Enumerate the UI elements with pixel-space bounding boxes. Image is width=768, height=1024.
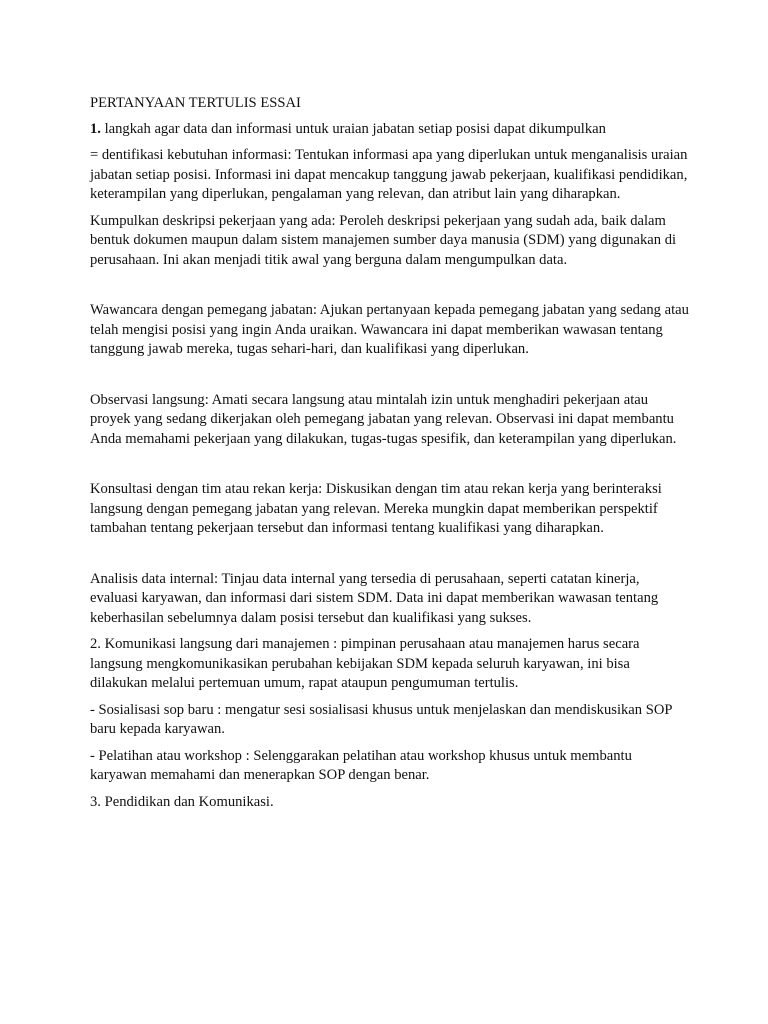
question-2: 2. Komunikasi langsung dari manajemen : pimpinan perusahaan atau manajemen harus secara langsung mengkomunikasikan perubahan kebijakan SDM kepada seluruh karyawan, ini bisa dilakukan melalui pertemuan umum, rapat ataupun pengumuman tertulis.: [90, 636, 640, 691]
document-title: PERTANYAAN TERTULIS ESSAI: [90, 95, 301, 111]
paragraph-sosialisasi: - Sosialisasi sop baru : mengatur sesi sosialisasi khusus untuk menjelaskan dan mendiskusikan SOP baru kepada karyawan.: [90, 701, 672, 737]
question-1: [90, 120, 690, 140]
document-page: [90, 94, 690, 819]
paragraph-wawancara: Wawancara dengan pemegang jabatan: Ajukan pertanyaan kepada pemegang jabatan yang sedang atau telah mengisi posisi yang ingin Anda uraikan. Wawancara ini dapat memberikan wawasan tentang tanggung jawab mereka, tugas sehari-hari, dan kualifikasi yang diperlukan.: [90, 302, 689, 357]
paragraph-identifikasi: = dentifikasi kebutuhan informasi: Tentukan informasi apa yang diperlukan untuk menganalisis uraian jabatan setiap posisi. Informasi ini dapat mencakup tanggung jawab pekerjaan, kualifikasi pendidikan, keterampilan yang diperlukan, pengalaman yang relevan, dan atribut lain yang diharapkan.: [90, 147, 688, 202]
paragraph-observasi: Observasi langsung: Amati secara langsung atau mintalah izin untuk menghadiri pekerjaan atau proyek yang sedang dikerjakan oleh pemegang jabatan yang relevan. Observasi ini dapat membantu Anda memahami pekerjaan yang dilakukan, tugas-tugas spesifik, dan keterampilan yang diperlukan.: [90, 391, 677, 447]
paragraph-kumpulkan: Kumpulkan deskripsi pekerjaan yang ada: Peroleh deskripsi pekerjaan yang sudah ada, baik dalam bentuk dokumen maupun dalam sistem manajemen sumber daya manusia (SDM) yang digunakan di perusahaan. Ini akan menjadi titik awal yang berguna dalam mengumpulkan data.: [90, 212, 677, 268]
question-3: 3. Pendidikan dan Komunikasi.: [90, 793, 274, 810]
paragraph-konsultasi: Konsultasi dengan tim atau rekan kerja: Diskusikan dengan tim atau rekan kerja yang berinteraksi langsung dengan pemegang jabatan yang relevan. Mereka mungkin dapat memberikan perspektif tambahan tentang pekerjaan tersebut dan informasi tentang kualifikasi yang diharapkan.: [90, 481, 662, 536]
paragraph-pelatihan: - Pelatihan atau workshop : Selenggarakan pelatihan atau workshop khusus untuk membantu karyawan memahami dan menerapkan SOP dengan benar.: [90, 747, 632, 783]
question-1-text: langkah agar data dan informasi untuk uraian jabatan setiap posisi dapat dikumpulkan: [100, 120, 606, 137]
paragraph-analisis: Analisis data internal: Tinjau data internal yang tersedia di perusahaan, seperti catatan kinerja, evaluasi karyawan, dan informasi dari sistem SDM. Data ini dapat memberikan wawasan tentang keberhasilan sebelumnya dalam posisi tersebut dan kualifikasi yang sukses.: [90, 570, 659, 626]
question-1-number: 1.: [90, 120, 101, 137]
